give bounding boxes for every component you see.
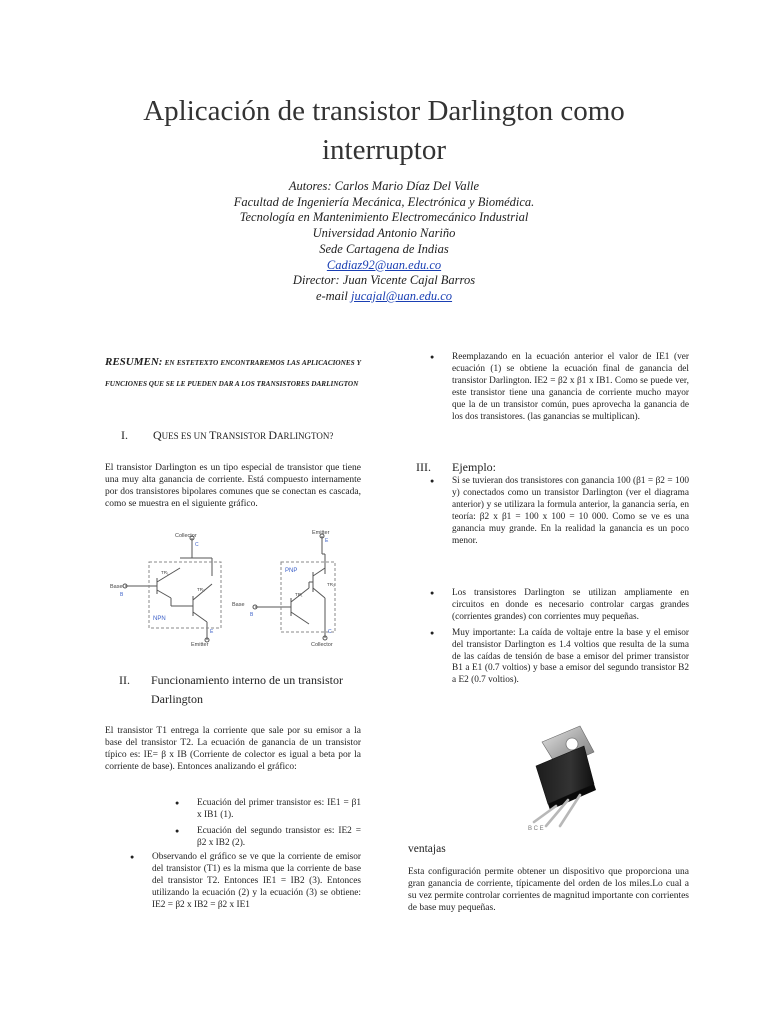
sc-q: Q — [153, 428, 162, 442]
transistor-photo — [522, 722, 612, 834]
list-item: ● Reemplazando en la ecuación anterior el valor de IE1 (ver ecuación (1) se obtiene la ecuación final de ganancia del transistor Darlington. IE2 = β2 x β1 x IB1. Como se puede ver, este transistor tiene una ganancia de corriente mucho mayor que la de un transistor común, pues aprovecha la ganancia de los dos transistores. (las ganancias se multiplican). — [452, 352, 689, 423]
sc-d: D — [268, 428, 278, 442]
npn-tr1-label: TR₁ — [161, 570, 169, 575]
campus: Sede Cartagena de Indias — [319, 241, 449, 256]
section-1-number: I. — [121, 428, 128, 442]
pnp-emitter-label: Emitter — [312, 530, 330, 536]
pnp-base-label: Base — [232, 602, 245, 608]
section-3-heading — [416, 458, 496, 476]
section-1-heading — [121, 426, 333, 445]
npn-b-letter: B — [120, 592, 124, 598]
pnp-c-letter: C — [328, 629, 332, 635]
ventajas-heading: ventajas — [408, 843, 446, 855]
applications-list — [452, 588, 689, 691]
author-block — [80, 179, 688, 305]
pin-labels: B C E — [528, 826, 544, 832]
section-2-observation-list — [152, 852, 361, 916]
sc-arlington: ARLINGTON? — [277, 431, 334, 441]
section-2-number: II. — [119, 673, 130, 687]
npn-darlington — [123, 536, 221, 642]
section-2-body: El transistor T1 entrega la corriente que sale por su emisor a la base del transistor T2. La ecuación de ganancia de un transistor típico es: IE= β x IB (Corriente de colector es igual a beta por la corriente de base). Entonces analizando el gráfico: — [105, 726, 361, 772]
ventajas-body: Esta configuración permite obtener un dispositivo que proporciona una gran ganancia de corriente, típicamente del orden de los miles.Lo cual a su vez permite controlar corrientes de magnitud importante con corrientes de base muy pequeñas. — [408, 867, 689, 913]
section-2-title-2: Darlington — [151, 692, 203, 706]
sc-t: T — [208, 428, 217, 442]
title-line-2: interruptor — [321, 134, 446, 166]
npn-emitter-label: Emitter — [191, 642, 209, 646]
university: Universidad Antonio Nariño — [312, 226, 456, 241]
npn-e-letter: E — [210, 629, 214, 635]
director-email-link[interactable]: jucajal@uan.edu.co — [351, 288, 453, 303]
abstract — [105, 352, 361, 395]
npn-type-label: NPN — [153, 616, 166, 622]
list-item: ● Los transistores Darlington se utilizan ampliamente en circuitos en donde es necesario controlar cargas grandes (corrientes grandes) con corrientes muy pequeñas. — [452, 588, 689, 624]
section-3-title: Ejemplo: — [452, 460, 496, 474]
abstract-lead: RESUMEN: — [105, 356, 163, 368]
pnp-b-letter: B — [250, 612, 254, 618]
section-2-title-1: Funcionamiento interno de un transistor — [151, 673, 343, 687]
npn-c-letter: C — [195, 542, 199, 548]
director: Director: Juan Vicente Cajal Barros — [292, 273, 476, 288]
darlington-diagram — [105, 528, 365, 646]
npn-tr2-label: TR₂ — [197, 587, 205, 592]
section-1-body: El transistor Darlington es un tipo especial de transistor que tiene una muy alta ganancia de corriente. Está compuesto internamente por dos transistores bipolares comunes que se conectan es cascada, como se muestra en el siguiente gráfico. — [105, 463, 361, 509]
list-item: ● Muy importante: La caída de voltaje entre la base y el emisor del transistor Darlington es 1.4 voltios que resulta de la suma de las caídas de tensión de base a emisor del primer transistor B1 a E1 (0.7 voltios) y base a emisor del segundo transistor B2 a E2 (0.7 voltios). — [452, 628, 689, 688]
section-3-number: III. — [416, 460, 431, 474]
pnp-type-label: PNP — [285, 568, 298, 574]
pnp-e-letter: E — [325, 538, 329, 544]
abstract-text: EN ESTETEXTO ENCONTRAREMOS LAS APLICACIONES Y FUNCIONES QUE SE LE PUEDEN DAR A LOS TRANSISTORES DARLINGTON — [105, 359, 361, 388]
author-name: Autores: Carlos Mario Díaz Del Valle — [288, 179, 480, 193]
faculty: Facultad de Ingeniería Mecánica, Electrónica y Biomédica. — [233, 194, 535, 209]
sc-ransistor: RANSISTOR — [216, 431, 269, 441]
pnp-tr2-label: TR₂ — [327, 582, 335, 587]
paper-title — [80, 92, 688, 170]
right-bullet-list-1 — [452, 352, 689, 427]
pnp-collector-label: Collector — [311, 642, 333, 646]
npn-base-label: Base — [110, 584, 123, 590]
title-line-1: Aplicación de transistor Darlington como — [143, 95, 625, 127]
list-item: ● Ecuación del segundo transistor es: IE2 = β2 x IB2 (2). — [197, 826, 361, 850]
example-list — [452, 476, 689, 551]
author-email-link[interactable]: Cadiaz92@uan.edu.co — [326, 257, 442, 272]
email-label: e-mail — [315, 288, 351, 303]
section-2-equation-list — [197, 798, 361, 854]
pnp-tr1-label: TR₁ — [295, 592, 303, 597]
list-item: ● Observando el gráfico se ve que la corriente de emisor del transistor (T1) es la misma que la corriente de base del transistor T2. Entonces IE1 = IB2 (3). Entonces utilizando la ecuación (2) y la ecuación (3) se obtiene: IE2 = β2 x IB2 = β2 x IE1 — [152, 852, 361, 912]
program: Tecnología en Mantenimiento Electromecánico Industrial — [239, 210, 529, 225]
npn-collector-label: Collector — [175, 533, 197, 539]
pnp-darlington — [253, 534, 335, 640]
sc-ues: UES ES UN — [161, 431, 209, 441]
list-item: ● Si se tuvieran dos transistores con ganancia 100 (β1 = β2 = 100 y) conectados como un transistor Darlington (ver el diagrama anterior) y se utilizara la formula anterior, la ganancia sería, en teoría: β2 x β1 = 100 x 100 = 10 000. Como se ve es una ganancia muy grande. En la realidad la ganancia es un poco menor. — [452, 476, 689, 547]
section-2-heading — [119, 671, 369, 709]
list-item: ● Ecuación del primer transistor es: IE1 = β1 x IB1 (1). — [197, 798, 361, 822]
